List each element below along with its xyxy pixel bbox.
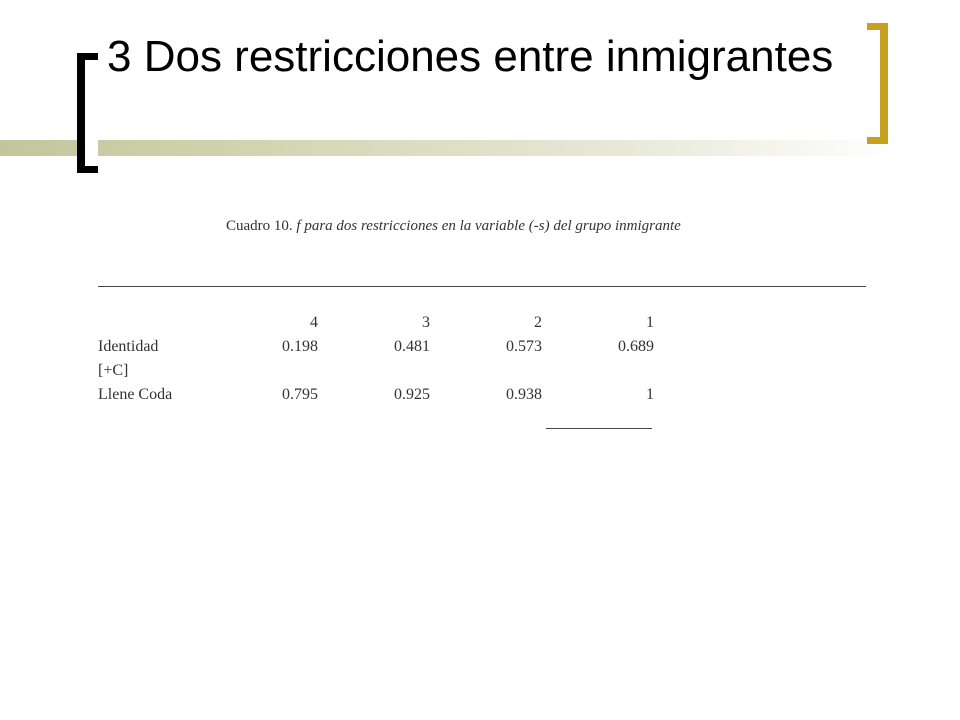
caption-label: Cuadro 10.: [226, 218, 293, 234]
table-cell: 0.198: [282, 338, 318, 355]
table-cell: 0.925: [394, 386, 430, 403]
table-figure: [98, 210, 868, 440]
slide-title: 3 Dos restricciones entre inmigrantes: [107, 32, 834, 81]
row-label: Llene Coda: [98, 386, 173, 403]
table-cell: 0.573: [506, 338, 542, 355]
table-row: [98, 360, 658, 382]
title-band: [0, 140, 900, 156]
header-row: [98, 312, 658, 334]
column-header: 2: [534, 314, 542, 331]
row-label: Identidad: [98, 338, 159, 355]
table-row: [98, 384, 658, 406]
column-header: 1: [646, 314, 654, 331]
table-cell: 0.795: [282, 386, 318, 403]
table-cell: 0.689: [618, 338, 654, 355]
table-bottom-rule: [546, 428, 652, 429]
table-cell: 1: [646, 386, 654, 403]
column-header: 4: [310, 314, 318, 331]
table-cell: 0.938: [506, 386, 542, 403]
table-top-rule: [98, 286, 866, 287]
table-row: [98, 336, 658, 358]
table-caption: [226, 218, 681, 235]
row-label: [+C]: [98, 362, 129, 379]
caption-text: f para dos restricciones en la variable (-s) del grupo inmigrante: [296, 218, 681, 234]
left-bracket-decoration: [77, 53, 98, 173]
column-header: 3: [422, 314, 430, 331]
table-cell: 0.481: [394, 338, 430, 355]
right-bracket-decoration: [867, 23, 888, 144]
